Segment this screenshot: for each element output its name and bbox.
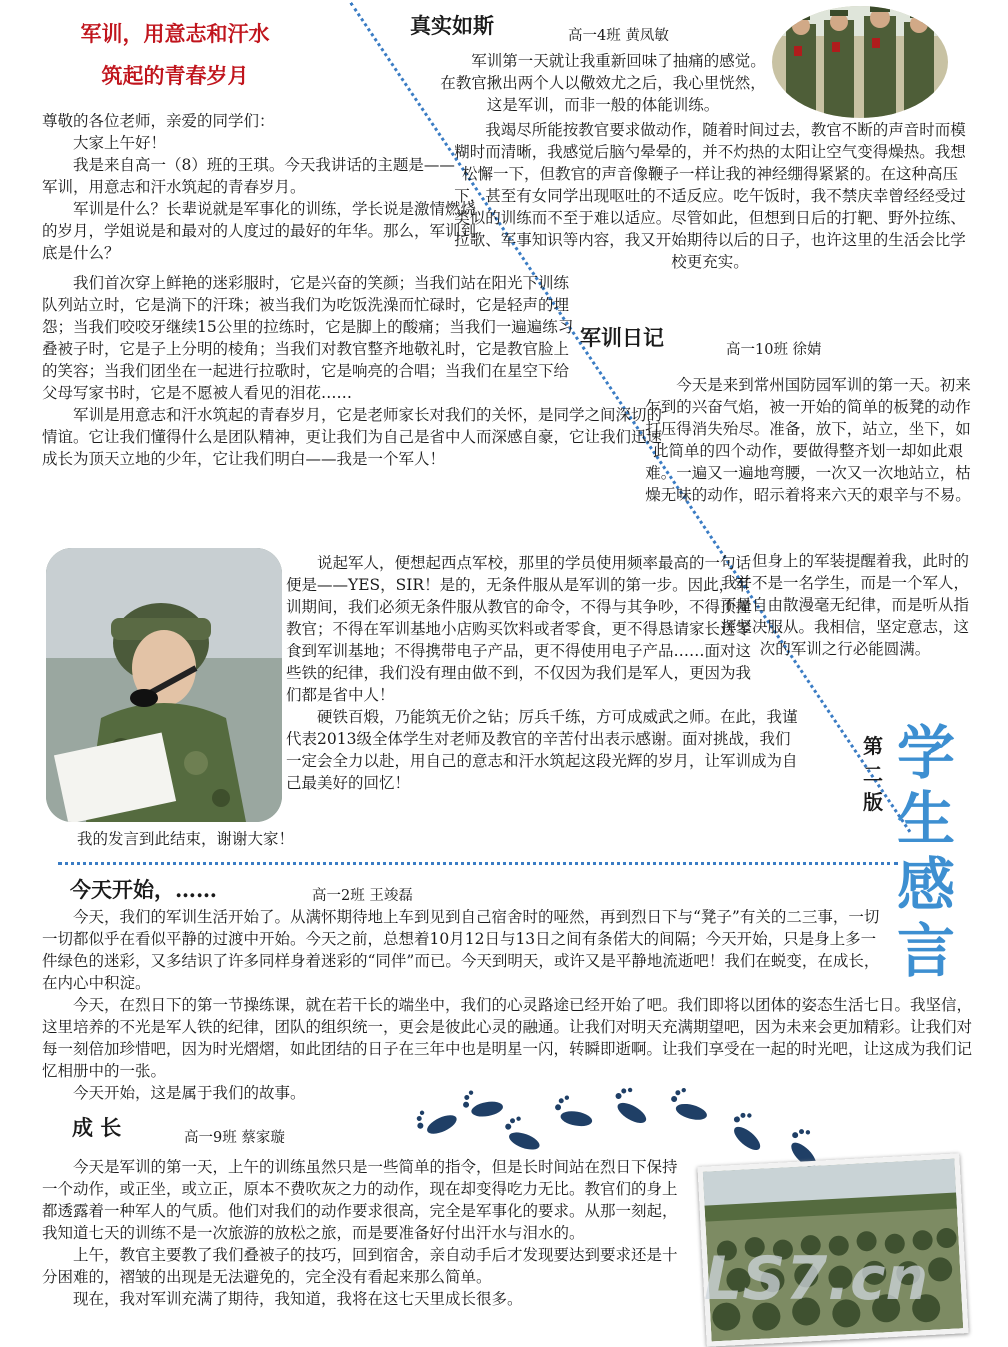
title-char: 感 <box>896 851 955 919</box>
diary-article-cont <box>720 550 970 660</box>
real-title: 真实如斯 <box>410 13 494 38</box>
speech-paragraph: 军训是什么？长辈说就是军事化的训练，学长说是激情燃烧的岁月，学姐说是和最对的人度过的最好的年华。那么，军训到底是什么？ <box>42 200 477 262</box>
footprint-icon <box>553 1094 596 1129</box>
today-paragraph: 今天开始，这是属于我们的故事。 <box>73 1084 306 1102</box>
horizontal-divider <box>58 862 898 865</box>
growth-paragraph: 今天是军训的第一天，上午的训练虽然只是一些简单的指令，但是长时间站在烈日下保持一个动作，或正坐，或立正，原本不费吹灰之力的动作，现在却变得吃力无比。教官们的身上都透露着一种军人的气质。他们对我们的动作要求很高，完全是军事化的要求。从那一刻起，我知道七天的训练不是一次旅游的放松之旅，而是要准备好付出汗水与泪水的。 <box>42 1158 678 1242</box>
footprint-icon <box>412 1099 459 1141</box>
real-article <box>418 50 780 116</box>
real-byline: 高一4班 黄凤敏 <box>568 28 669 44</box>
title-char: 生 <box>896 785 955 853</box>
growth-title: 成 长 <box>72 1115 122 1140</box>
real-article-cont <box>450 119 970 273</box>
watermark-text: LS7.cn <box>704 1244 929 1314</box>
footprint-icon <box>608 1086 656 1127</box>
speech-paragraph: 我们首次穿上鲜艳的迷彩服时，它是兴奋的笑颜；当我们站在阳光下训练队列站立时，它是淌下的汗珠；被当我们为吃饭洗澡而忙碌时，它是轻声的埋怨；当我们咬咬牙继续15公里的拉练时，它是脚上的酸痛；当我们一遍遍练习叠被子时，它是子上分明的棱角；当我们对教官整齐地敬礼时，它是教官脸上的笑容；当我们团坐在一起进行拉歌时，它是响亮的合唱；当我们在星空下给父母写家书时，它是不愿被人看见的泪花…… <box>42 274 574 402</box>
growth-byline: 高一9班 蔡家璇 <box>184 1130 285 1146</box>
speech-closing: 我的发言到此结束，谢谢大家！ <box>77 830 295 848</box>
speech-greeting: 尊敬的各位老师，亲爱的同学们： <box>42 112 275 130</box>
soldiers-photo <box>772 6 948 118</box>
today-article <box>42 906 973 1104</box>
speech-article <box>42 110 492 264</box>
title-char: 言 <box>896 917 955 985</box>
diary-byline: 高一10班 徐婧 <box>726 342 822 358</box>
diary-title: 军训日记 <box>580 325 664 350</box>
real-paragraph: 军训第一天就让我重新回味了抽痛的感觉。在教官揪出两个人以儆效尤之后，我心里恍然，这是军训，而非一般的体能训练。 <box>440 52 766 114</box>
speech-paragraph: 军训是用意志和汗水筑起的青春岁月，它是老师家长对我们的关怀，是同学之间深切的情谊。它让我们懂得什么是团队精神，更让我们为自己是省中人而深感自豪，它让我们迅速成长为顶天立地的少年，它让我们明白——我是一个军人！ <box>42 406 663 468</box>
section-title-vertical <box>886 720 966 984</box>
footprint-icon <box>461 1086 504 1120</box>
speech-article-side <box>286 552 798 794</box>
real-paragraph: 我竭尽所能按教官要求做动作，随着时间过去，教官不断的声音时而模糊时而清晰，我感觉后脑勺晕晕的，并不灼热的太阳让空气变得燥热。我想松懈一下，但教官的声音像鞭子一样让我的神经绷得紧紧的。在这种高压下，甚至有女同学出现呕吐的不适反应。吃午饭时，我不禁庆幸曾经经受过类似的训练而不至于难以适应。尽管如此，但想到日后的打靶、野外拉练、拉歌、军事知识等内容，我又开始期待以后的日子，也许这里的生活会比学校更充实。 <box>454 121 966 271</box>
title-char: 学 <box>896 719 955 787</box>
today-byline: 高一2班 王竣磊 <box>312 888 413 904</box>
edition-label: 第二版 <box>863 734 883 814</box>
diary-paragraph: 今天是来到常州国防园军训的第一天。初来乍到的兴奋气焰，被一开始的简单的板凳的动作打压得消失殆尽。准备，放下，站立，坐下，如此简单的四个动作，要做得整齐划一却如此艰难。一遍又一遍地弯腰，一次又一次地站立，枯燥无味的动作，昭示着将来六天的艰辛与不易。 <box>645 376 971 504</box>
growth-paragraph: 上午，教官主要教了我们叠被子的技巧，回到宿舍，亲自动手后才发现要达到要求还是十分困难的，褶皱的出现是无法避免的，完全没有看起来那么简单。 <box>42 1246 678 1286</box>
speech-photo <box>46 548 282 822</box>
footprint-icon <box>725 1107 773 1154</box>
today-title: 今天开始，…… <box>70 877 217 902</box>
speech-paragraph: 说起军人，便想起西点军校，那里的学员使用频率最高的一句话便是——YES，SIR！是的，无条件服从是军训的第一步。因此，军训期间，我们必须无条件服从教官的命令，不得与其争吵，不得顶撞教官；不得在军训基地小店购买饮料或者零食，更不得恳请家长送零食到军训基地；不得携带电子产品，更不得使用电子产品……面对这些铁的纪律，我们没有理由做不到，不仅因为我们是军人，更因为我们都是省中人！ <box>286 554 752 704</box>
footprint-icon <box>500 1113 546 1153</box>
watermark-logo <box>704 1244 928 1314</box>
diary-paragraph: 但身上的军装提醒着我，此时的我并不是一名学生，而是一个军人，不是自由散漫毫无纪律，而是听从指挥坚决服从。我相信，坚定意志，这次的军训之行必能圆满。 <box>720 552 969 658</box>
speech-title-line1: 军训，用意志和汗水 <box>80 21 270 46</box>
growth-paragraph: 现在，我对军训充满了期待，我知道，我将在这七天里成长很多。 <box>73 1290 523 1308</box>
today-paragraph: 今天，我们的军训生活开始了。从满怀期待地上车到见到自己宿舍时的哑然，再到烈日下与“凳子”有关的二三事，一切一切都似乎在看似平静的过渡中开始。今天之前，总想着10月12日与13日之间有条偌大的间隔；今天开始，只是身上多一件绿色的迷彩，又多结识了许多同样身着迷彩的“同伴”而已。今天到明天，或许又是平静地流逝吧！我们在蜕变，在成长，在内心中积淀。 <box>42 908 880 992</box>
speech-title-line2: 筑起的青春岁月 <box>101 63 249 88</box>
diary-article <box>640 374 976 506</box>
speech-paragraph: 硬铁百煅，乃能筑无价之钻；厉兵千练，方可成威武之师。在此，我谨代表2013级全体学生对老师及教官的辛苦付出表示感谢。面对挑战，我们一定会全力以赴，用自己的意志和汗水筑起这段光辉的岁月，让军训成为自己最美好的回忆！ <box>286 708 798 792</box>
footprint-icon <box>667 1086 712 1123</box>
today-paragraph: 今天，在烈日下的第一节操练课，就在若干长的端坐中，我们的心灵路途已经开始了吧。我们即将以团体的姿态生活七日。我坚信，这里培养的不光是军人铁的纪律，团队的组织统一，更会是彼此心灵的融通。让我们对明天充满期望吧，因为未来会更加精彩。让我们对每一刻倍加珍惜吧，因为时光熠熠，如此团结的日子在三年中也是明星一闪，转瞬即逝啊。让我们享受在一起的时光吧，让这成为我们记忆相册中的一张。 <box>42 996 973 1080</box>
speech-paragraph: 大家上午好！ <box>73 134 167 152</box>
speech-paragraph: 我是来自高一（8）班的王琪。今天我讲话的主题是——军训，用意志和汗水筑起的青春岁月。 <box>42 156 455 196</box>
